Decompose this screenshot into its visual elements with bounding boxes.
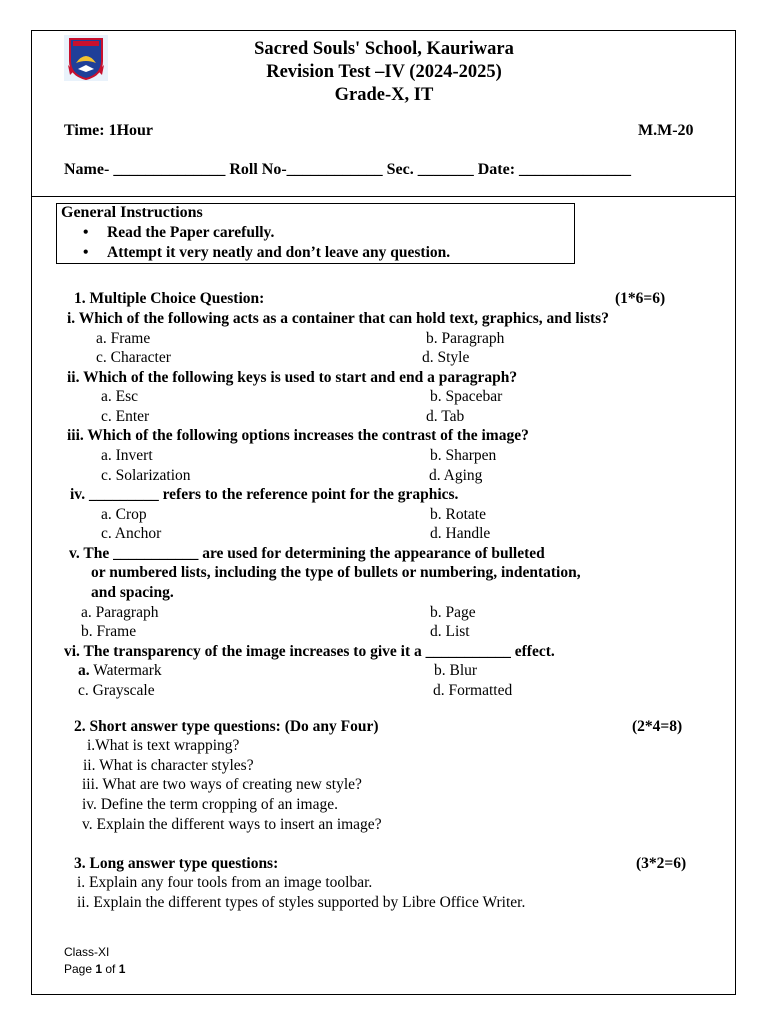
page-current: 1 [95, 962, 103, 976]
page-of: of [102, 962, 119, 976]
question-text: v. The ___________ are used for determining the appearance of bulleted [69, 545, 545, 562]
option-a: a. Paragraph [81, 604, 159, 621]
option-d: d. Formatted [433, 682, 513, 699]
time-label: Time: 1Hour [64, 122, 154, 139]
option-b: b. Sharpen [430, 447, 497, 464]
question-text: vi. The transparency of the image increases to give it a ___________ effect. [64, 643, 555, 660]
option-c: c. Character [96, 349, 171, 366]
option-b: b. Rotate [430, 506, 486, 523]
option-c: c. Enter [101, 408, 150, 425]
short-question: i.What is text wrapping? [87, 737, 240, 754]
page-number [64, 962, 125, 976]
header-divider [31, 196, 736, 197]
option-b: b. Paragraph [426, 330, 505, 347]
short-question: iv. Define the term cropping of an image. [82, 796, 338, 813]
option-a [78, 662, 162, 680]
instruction-item: • Read the Paper carefully. [107, 224, 274, 242]
short-question: v. Explain the different ways to insert an image? [82, 816, 382, 833]
option-c: c. Solarization [101, 467, 191, 484]
question-text: i. Which of the following acts as a container that can hold text, graphics, and lists? [67, 310, 609, 327]
short-question: ii. What is character styles? [83, 757, 254, 774]
option-a: a. Esc [101, 388, 139, 405]
option-b: b. Spacebar [430, 388, 503, 405]
section2-marks: (2*4=8) [632, 718, 683, 735]
school-name: Sacred Souls' School, Kauriwara [254, 39, 514, 59]
option-a-prefix: a. [78, 662, 90, 679]
option-c: c. Grayscale [78, 682, 155, 699]
test-title: Revision Test –IV (2024-2025) [266, 62, 502, 82]
question-text: ii. Which of the following keys is used to start and end a paragraph? [67, 369, 518, 386]
option-a: a. Frame [96, 330, 151, 347]
option-d: d. Style [422, 349, 470, 366]
instructions-title: General Instructions [61, 204, 203, 221]
footer-class: Class-XI [64, 945, 110, 959]
section1-marks: (1*6=6) [615, 290, 666, 307]
option-b: b. Blur [434, 662, 478, 679]
option-d: d. Handle [430, 525, 491, 542]
instruction-item: • Attempt it very neatly and don’t leave any question. [107, 244, 450, 262]
question-text-cont: and spacing. [91, 584, 174, 601]
question-text-cont: or numbered lists, including the type of bullets or numbering, indentation, [91, 564, 581, 581]
long-question: i. Explain any four tools from an image toolbar. [77, 874, 373, 891]
option-a: a. Crop [101, 506, 147, 523]
student-details-line: Name- ______________ Roll No-____________ Sec. _______ Date: ______________ [64, 161, 632, 178]
option-d: d. List [430, 623, 470, 640]
question-text: iv. _________ refers to the reference point for the graphics. [70, 486, 459, 503]
page-total: 1 [118, 962, 126, 976]
option-c: b. Frame [81, 623, 137, 640]
question-text: iii. Which of the following options increases the contrast of the image? [67, 427, 529, 444]
section1-heading: 1. Multiple Choice Question: [74, 290, 265, 307]
page-prefix: Page [64, 962, 96, 976]
option-d: d. Tab [426, 408, 465, 425]
long-question: ii. Explain the different types of styles supported by Libre Office Writer. [77, 894, 526, 911]
section2-heading: 2. Short answer type questions: (Do any Four) [74, 718, 379, 735]
option-a: a. Invert [101, 447, 153, 464]
section3-heading: 3. Long answer type questions: [74, 855, 279, 872]
grade-title: Grade-X, IT [334, 85, 434, 105]
option-c: c. Anchor [101, 525, 162, 542]
short-question: iii. What are two ways of creating new style? [82, 776, 362, 793]
max-marks: M.M-20 [638, 122, 694, 139]
option-b: b. Page [430, 604, 476, 621]
option-d: d. Aging [429, 467, 483, 484]
option-a-text: Watermark [89, 662, 162, 679]
section3-marks: (3*2=6) [636, 855, 687, 872]
